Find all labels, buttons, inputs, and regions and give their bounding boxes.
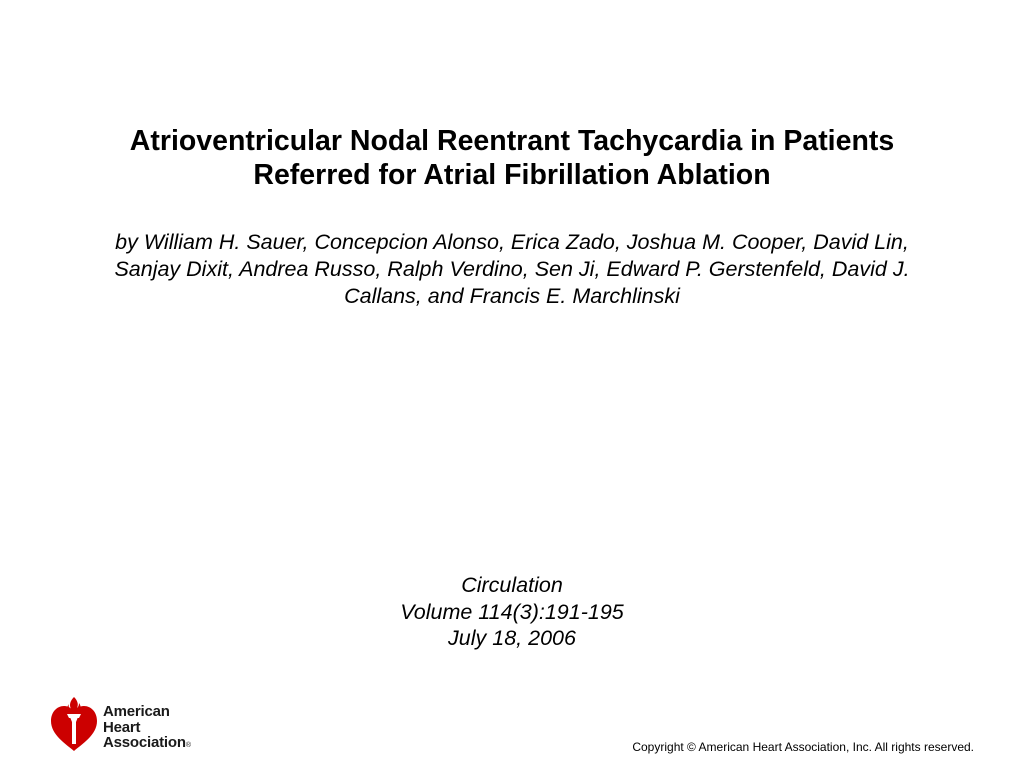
journal-name: Circulation (461, 573, 563, 597)
volume-pages: Volume 114(3):191-195 (400, 599, 624, 624)
aha-logo (48, 695, 198, 753)
citation-block (312, 572, 712, 652)
logo-line-2: Heart (103, 718, 141, 736)
logo-line-1: American (103, 703, 170, 720)
copyright-notice: Copyright © American Heart Association, Inc. All rights reserved. (632, 740, 974, 754)
authors-line-2: Sanjay Dixit, Andrea Russo, Ralph Verdino, Sen Ji, Edward P. Gerstenfeld, David J. (114, 257, 910, 281)
title-line-2: Referred for Atrial Fibrillation Ablation (253, 159, 771, 191)
logo-line-3 (103, 735, 191, 754)
registered-mark: ® (185, 742, 191, 749)
heart-torch-icon (48, 695, 100, 753)
logo-line-3-text: Association (103, 734, 186, 751)
author-list (60, 229, 964, 310)
authors-line-1: by William H. Sauer, Concepcion Alonso, Erica Zado, Joshua M. Cooper, David Lin, (115, 230, 909, 254)
logo-wordmark (103, 704, 191, 754)
authors-line-3: Callans, and Francis E. Marchlinski (344, 284, 680, 308)
title-line-1: Atrioventricular Nodal Reentrant Tachycardia in Patients (129, 125, 895, 157)
publication-date: July 18, 2006 (448, 626, 576, 650)
article-title (60, 124, 964, 192)
